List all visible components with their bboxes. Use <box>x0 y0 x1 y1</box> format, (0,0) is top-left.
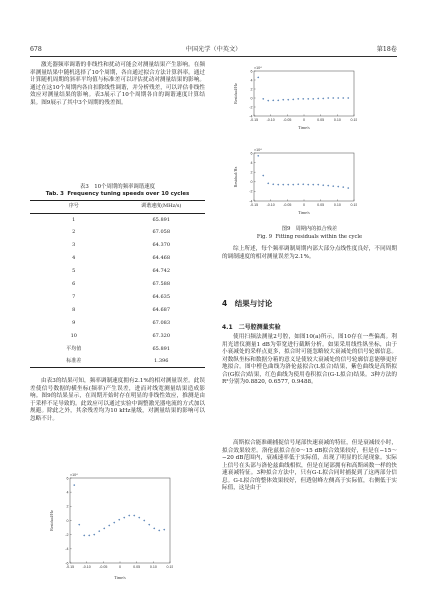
y-exponent-label: ×10⁴ <box>254 148 262 152</box>
y-axis-label: Residual/Hz <box>233 83 238 104</box>
x-tick-label: 0.10 <box>333 203 341 207</box>
y-tick-label: 2 <box>66 504 69 509</box>
x-tick-label: 0.05 <box>317 118 325 122</box>
y-tick-label: -4 <box>249 114 253 119</box>
subsection-heading: 4.1 二号腔测量实验 <box>222 324 281 331</box>
table-row <box>30 266 205 279</box>
table-caption-en: Tab. 3 Frequency tuning speeds over 10 cycles <box>45 191 190 197</box>
x-tick-label: 0.05 <box>317 203 325 207</box>
table-row <box>30 279 205 292</box>
x-tick-label: -0.05 <box>283 203 292 207</box>
y-tick-label: 2 <box>250 87 253 92</box>
table-row <box>30 227 205 240</box>
x-tick-label: -0.05 <box>283 118 292 122</box>
table-row <box>30 331 205 344</box>
table-cell-index: 9 <box>72 320 76 327</box>
residual-scatter-plot <box>48 468 173 583</box>
table-cell-speed: 64.742 <box>152 268 170 275</box>
table-header-row <box>30 201 205 214</box>
x-tick-label: -0.10 <box>266 118 275 122</box>
table-row <box>30 292 205 305</box>
table-cell-speed: 67.058 <box>152 229 170 236</box>
table-row <box>30 240 205 253</box>
x-axis-label: Time/s <box>298 125 310 130</box>
y-tick-label: -4 <box>249 199 253 204</box>
x-axis-label: Time/s <box>298 210 310 215</box>
x-tick-label: 0.10 <box>149 565 157 569</box>
x-tick-label: 0.15 <box>350 203 357 207</box>
table-cell-speed: 64.468 <box>152 255 170 262</box>
table-cell-index: 10 <box>70 333 77 340</box>
table-caption <box>30 184 205 198</box>
x-tick-label: 0.15 <box>166 565 173 569</box>
y-tick-label: -2 <box>249 189 253 194</box>
x-tick-label: -0.05 <box>99 565 108 569</box>
residual-scatter-plot <box>232 145 357 218</box>
y-tick-label: 6 <box>250 69 253 74</box>
page-number: 678 <box>30 46 42 53</box>
residual-plot-bottom-left <box>48 468 173 587</box>
header-rule <box>30 56 397 57</box>
table-row <box>30 214 205 227</box>
right-paragraph-2: 使用扫频法测量2号腔，如图10(a)所示，图10存在一些偏离。利用光谱仪测量1 dB为带宽进行截断分析。如果采用线性纵坐标，由于小衰减处的采样点更多，拟合时可能忽略较大衰减处的信号轮廓信息。对数纵坐标和数据分箱的意义是使较大衰减处的信号轮廓信息能够更好地拟合。图中橙色曲线为洛伦兹拟合(L拟合)结果，紫色曲线是高斯拟合(G拟合)结果，红色曲线为使用卷积拟合(G-L拟合)结果。3种方法的R²分别为0.8820, 0.6577, 0.9488。 <box>222 334 397 385</box>
y-tick-label: 0 <box>250 96 253 101</box>
residual-plot-top <box>232 63 357 137</box>
y-axis-label: Residual/Hz <box>49 510 54 531</box>
table-row <box>30 253 205 266</box>
table-cell-index: 标准差 <box>30 356 118 368</box>
table-cell-index: 7 <box>72 294 76 301</box>
table-caption-cn: 表3 10个周期的频率调谐速度 <box>80 184 155 190</box>
table-row <box>30 305 205 318</box>
table-cell-speed: 67.083 <box>152 320 170 327</box>
y-tick-label: -2 <box>249 105 253 110</box>
journal-title: 中国光学（中英文） <box>185 46 242 53</box>
figure-caption-en: Fig. 9 Fitting residuals within the cycle <box>256 233 363 240</box>
table-cell-index: 6 <box>72 281 76 288</box>
y-tick-label: 6 <box>66 476 69 481</box>
table-cell-speed: 64.370 <box>152 242 170 249</box>
table-cell-index: 4 <box>72 255 76 262</box>
table-cell-index: 平均值 <box>66 345 82 352</box>
right-paragraph-3: 高斯拟合能准确捕捉信号尾部快速衰减的特征，但是衰减较小时，拟合效果较差。洛伦兹拟合在0～15 dB拟合效果较好，但是在−15～−20 dB范围内，衰减速率低于实际值，出现了明显的长尾现象。实际上信号在头部与洛伦兹曲线相似，但是在尾部拥有和高斯函数一样的快速衰减特征。3种拟合方法中，只有G-L拟合同时捕捉到了这两部分信息。G-L拟合的整体效果较好，但透射峰左侧高于实际值，右侧低于实际值，这是由于 <box>222 440 397 491</box>
y-tick-label: 4 <box>250 160 253 165</box>
x-tick-label: -0.15 <box>65 565 75 569</box>
page-header <box>30 46 397 55</box>
y-exponent-label: ×10⁴ <box>70 473 78 477</box>
figure-caption-cn: 图9 周期内的拟合残差 <box>281 226 338 232</box>
x-tick-label: 0 <box>119 565 121 569</box>
tuning-speed-table <box>30 200 205 368</box>
table-cell-speed: 65.891 <box>152 345 170 352</box>
table-cell-speed: 1.396 <box>118 356 206 368</box>
table-cell-index: 2 <box>72 229 76 236</box>
plot-frame <box>70 478 170 563</box>
x-tick-label: -0.10 <box>82 565 91 569</box>
residual-scatter-plot <box>232 63 357 133</box>
table-cell-index: 5 <box>72 268 76 275</box>
y-tick-label: -6 <box>65 561 69 566</box>
plot-frame <box>254 71 354 116</box>
table-row <box>30 318 205 331</box>
table-cell-index: 8 <box>72 307 76 314</box>
table-cell-speed: 64.635 <box>152 294 170 301</box>
x-axis-label: Time/s <box>114 575 126 580</box>
table-header-index: 序号 <box>30 201 118 214</box>
y-axis-label: Residual/Hz <box>233 166 238 188</box>
x-tick-label: -0.15 <box>249 203 259 207</box>
table-row <box>30 356 205 368</box>
x-tick-label: 0 <box>303 118 305 122</box>
table-cell-speed: 65.891 <box>152 216 170 223</box>
plot-frame <box>254 153 354 201</box>
figure-caption <box>222 226 397 241</box>
x-tick-label: -0.15 <box>249 118 259 122</box>
section-heading: 4 结果与讨论 <box>222 299 273 308</box>
table-header-speed: 调谐速度(MHz/s) <box>118 201 206 214</box>
residual-plot-middle <box>232 145 357 222</box>
y-tick-label: -4 <box>65 547 69 552</box>
left-paragraph-2: 由表3的结果可知，频率调制速度拥有2.1%的相对测量误差。此误差使信号数据的横坐标(频率)产生误差，进而对线宽测量结果造成影响。图9的结果显示，在周期开始时存在明显的非线性效应，推测是由于采样不足导致的。此效应可以通过实验中调整激光器电流的方式加以规避。除此之外，其余残差均为10 kHz量级，对测量结果的影响可以忽略不计。 <box>30 378 205 422</box>
y-tick-label: 0 <box>66 518 69 523</box>
right-paragraph-1: 综上所述，每个频率调制周期内部大部分点线性度良好，不同周期的调制速度的相对测量误差为2.1%。 <box>222 246 397 260</box>
y-tick-label: 2 <box>250 170 253 175</box>
y-tick-label: -2 <box>65 532 69 537</box>
table-cell-index: 3 <box>72 242 76 249</box>
x-tick-label: 0 <box>303 203 305 207</box>
x-tick-label: 0.05 <box>133 565 141 569</box>
y-tick-label: 6 <box>250 151 253 156</box>
left-paragraph-1: 激光器频率调谐的非线性和扰动可能会对测量结果产生影响。在频率测量结果中随机选择了10个周期，各自通过拟合方法计算斜率。通过计算随机周期的斜率平均值与标准差可以评估扰动对测量结果的影响。通过在这10个周期内各自扣除线性调谐，并分析残差，可以评估非线性效应对测量结果的影响。表3展示了10个周期各自的调谐速度计算结果。图9展示了其中3个周期的残差图。 <box>30 62 205 106</box>
y-tick-label: 4 <box>66 490 69 495</box>
x-tick-label: 0.10 <box>333 118 341 122</box>
volume-label: 第18卷 <box>376 46 397 53</box>
x-tick-label: -0.10 <box>266 203 275 207</box>
y-tick-label: 0 <box>250 180 253 185</box>
table-cell-speed: 67.320 <box>152 333 170 340</box>
y-tick-label: 4 <box>250 78 253 83</box>
table-row <box>30 344 205 356</box>
x-tick-label: 0.15 <box>350 118 357 122</box>
table-cell-speed: 64.687 <box>152 307 170 314</box>
table-cell-speed: 67.588 <box>152 281 170 288</box>
table-cell-index: 1 <box>72 216 76 223</box>
y-exponent-label: ×10⁴ <box>254 66 262 70</box>
